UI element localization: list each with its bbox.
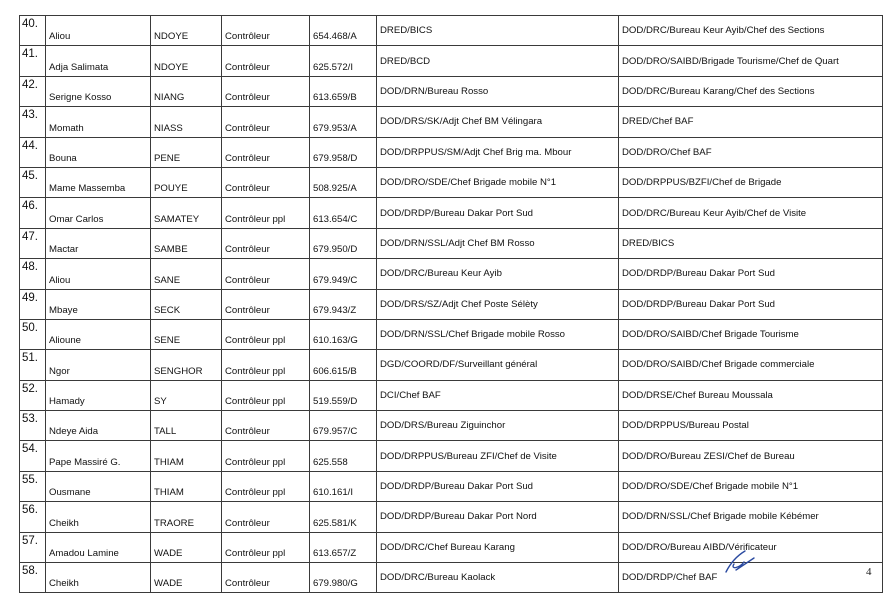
table-row bbox=[20, 350, 883, 380]
table-row bbox=[20, 16, 883, 46]
origin-post-cell: DOD/DRN/SSL/Adjt Chef BM Rosso bbox=[377, 228, 619, 258]
row-number: 53. bbox=[20, 411, 46, 441]
matricule-cell: 625.581/K bbox=[310, 502, 377, 532]
table-row bbox=[20, 259, 883, 289]
last-name-cell: SECK bbox=[151, 289, 222, 319]
origin-post-cell: DOD/DRS/Bureau Ziguinchor bbox=[377, 411, 619, 441]
table-row bbox=[20, 471, 883, 501]
destination-post-cell: DOD/DRC/Bureau Keur Ayib/Chef des Sections bbox=[619, 16, 883, 46]
matricule-cell: 679.950/D bbox=[310, 228, 377, 258]
table-row bbox=[20, 441, 883, 471]
first-name-cell: Bouna bbox=[46, 137, 151, 167]
row-number: 52. bbox=[20, 380, 46, 410]
matricule-cell: 679.949/C bbox=[310, 259, 377, 289]
destination-post-cell: DOD/DRO/SAIBD/Brigade Tourisme/Chef de Quart bbox=[619, 46, 883, 76]
row-number: 42. bbox=[20, 76, 46, 106]
row-number: 58. bbox=[20, 563, 46, 593]
last-name-cell: SAMATEY bbox=[151, 198, 222, 228]
last-name-cell: THIAM bbox=[151, 471, 222, 501]
table-row bbox=[20, 107, 883, 137]
first-name-cell: Pape Massiré G. bbox=[46, 441, 151, 471]
table-row bbox=[20, 137, 883, 167]
grade-cell: Contrôleur bbox=[222, 46, 310, 76]
row-number: 44. bbox=[20, 137, 46, 167]
last-name-cell: PENE bbox=[151, 137, 222, 167]
last-name-cell: SENGHOR bbox=[151, 350, 222, 380]
first-name-cell: Mbaye bbox=[46, 289, 151, 319]
destination-post-cell: DOD/DRO/Chef BAF bbox=[619, 137, 883, 167]
origin-post-cell: DOD/DRPPUS/SM/Adjt Chef Brig ma. Mbour bbox=[377, 137, 619, 167]
last-name-cell: NIANG bbox=[151, 76, 222, 106]
personnel-table bbox=[19, 15, 883, 593]
row-number: 45. bbox=[20, 167, 46, 197]
last-name-cell: WADE bbox=[151, 563, 222, 593]
grade-cell: Contrôleur bbox=[222, 76, 310, 106]
last-name-cell: SAMBE bbox=[151, 228, 222, 258]
table-row bbox=[20, 198, 883, 228]
first-name-cell: Cheikh bbox=[46, 502, 151, 532]
origin-post-cell: DOD/DRPPUS/Bureau ZFI/Chef de Visite bbox=[377, 441, 619, 471]
first-name-cell: Mactar bbox=[46, 228, 151, 258]
matricule-cell: 613.654/C bbox=[310, 198, 377, 228]
row-number: 47. bbox=[20, 228, 46, 258]
first-name-cell: Amadou Lamine bbox=[46, 532, 151, 562]
origin-post-cell: DOD/DRDP/Bureau Dakar Port Sud bbox=[377, 198, 619, 228]
first-name-cell: Aliou bbox=[46, 259, 151, 289]
row-number: 54. bbox=[20, 441, 46, 471]
last-name-cell: THIAM bbox=[151, 441, 222, 471]
table-row bbox=[20, 502, 883, 532]
matricule-cell: 613.659/B bbox=[310, 76, 377, 106]
table-row bbox=[20, 411, 883, 441]
table-row bbox=[20, 76, 883, 106]
origin-post-cell: DOD/DRS/SK/Adjt Chef BM Vélingara bbox=[377, 107, 619, 137]
destination-post-cell: DOD/DRO/SDE/Chef Brigade mobile N°1 bbox=[619, 471, 883, 501]
origin-post-cell: DOD/DRDP/Bureau Dakar Port Nord bbox=[377, 502, 619, 532]
origin-post-cell: DOD/DRDP/Bureau Dakar Port Sud bbox=[377, 471, 619, 501]
row-number: 46. bbox=[20, 198, 46, 228]
matricule-cell: 679.943/Z bbox=[310, 289, 377, 319]
first-name-cell: Ousmane bbox=[46, 471, 151, 501]
grade-cell: Contrôleur bbox=[222, 411, 310, 441]
destination-post-cell: DOD/DRN/SSL/Chef Brigade mobile Kébémer bbox=[619, 502, 883, 532]
origin-post-cell: DGD/COORD/DF/Surveillant général bbox=[377, 350, 619, 380]
origin-post-cell: DRED/BCD bbox=[377, 46, 619, 76]
matricule-cell: 625.558 bbox=[310, 441, 377, 471]
first-name-cell: Omar Carlos bbox=[46, 198, 151, 228]
row-number: 48. bbox=[20, 259, 46, 289]
row-number: 57. bbox=[20, 532, 46, 562]
grade-cell: Contrôleur bbox=[222, 563, 310, 593]
grade-cell: Contrôleur bbox=[222, 289, 310, 319]
table-row bbox=[20, 228, 883, 258]
signature-mark bbox=[720, 548, 756, 574]
origin-post-cell: DOD/DRC/Chef Bureau Karang bbox=[377, 532, 619, 562]
first-name-cell: Aliou bbox=[46, 16, 151, 46]
destination-post-cell: DRED/Chef BAF bbox=[619, 107, 883, 137]
grade-cell: Contrôleur ppl bbox=[222, 380, 310, 410]
matricule-cell: 508.925/A bbox=[310, 167, 377, 197]
grade-cell: Contrôleur ppl bbox=[222, 471, 310, 501]
last-name-cell: NDOYE bbox=[151, 16, 222, 46]
destination-post-cell: DOD/DRO/Bureau AIBD/Vérificateur bbox=[619, 532, 883, 562]
matricule-cell: 625.572/I bbox=[310, 46, 377, 76]
row-number: 41. bbox=[20, 46, 46, 76]
destination-post-cell: DOD/DRO/SAIBD/Chef Brigade Tourisme bbox=[619, 319, 883, 349]
last-name-cell: NDOYE bbox=[151, 46, 222, 76]
origin-post-cell: DOD/DRC/Bureau Kaolack bbox=[377, 563, 619, 593]
origin-post-cell: DRED/BICS bbox=[377, 16, 619, 46]
destination-post-cell: DOD/DRDP/Chef BAF bbox=[619, 563, 883, 593]
matricule-cell: 679.980/G bbox=[310, 563, 377, 593]
matricule-cell: 613.657/Z bbox=[310, 532, 377, 562]
matricule-cell: 679.958/D bbox=[310, 137, 377, 167]
origin-post-cell: DOD/DRN/Bureau Rosso bbox=[377, 76, 619, 106]
table-row bbox=[20, 319, 883, 349]
first-name-cell: Hamady bbox=[46, 380, 151, 410]
matricule-cell: 610.163/G bbox=[310, 319, 377, 349]
matricule-cell: 610.161/I bbox=[310, 471, 377, 501]
row-number: 40. bbox=[20, 16, 46, 46]
matricule-cell: 519.559/D bbox=[310, 380, 377, 410]
grade-cell: Contrôleur ppl bbox=[222, 198, 310, 228]
last-name-cell: TRAORE bbox=[151, 502, 222, 532]
destination-post-cell: DOD/DRSE/Chef Bureau Moussala bbox=[619, 380, 883, 410]
row-number: 49. bbox=[20, 289, 46, 319]
first-name-cell: Momath bbox=[46, 107, 151, 137]
destination-post-cell: DOD/DRDP/Bureau Dakar Port Sud bbox=[619, 289, 883, 319]
row-number: 55. bbox=[20, 471, 46, 501]
matricule-cell: 654.468/A bbox=[310, 16, 377, 46]
grade-cell: Contrôleur bbox=[222, 137, 310, 167]
last-name-cell: SANE bbox=[151, 259, 222, 289]
grade-cell: Contrôleur bbox=[222, 259, 310, 289]
first-name-cell: Ngor bbox=[46, 350, 151, 380]
destination-post-cell: DRED/BICS bbox=[619, 228, 883, 258]
destination-post-cell: DOD/DRPPUS/BZFI/Chef de Brigade bbox=[619, 167, 883, 197]
destination-post-cell: DOD/DRDP/Bureau Dakar Port Sud bbox=[619, 259, 883, 289]
row-number: 50. bbox=[20, 319, 46, 349]
grade-cell: Contrôleur ppl bbox=[222, 441, 310, 471]
first-name-cell: Cheikh bbox=[46, 563, 151, 593]
last-name-cell: SENE bbox=[151, 319, 222, 349]
row-number: 43. bbox=[20, 107, 46, 137]
matricule-cell: 679.953/A bbox=[310, 107, 377, 137]
destination-post-cell: DOD/DRPPUS/Bureau Postal bbox=[619, 411, 883, 441]
last-name-cell: WADE bbox=[151, 532, 222, 562]
row-number: 51. bbox=[20, 350, 46, 380]
origin-post-cell: DOD/DRS/SZ/Adjt Chef Poste Sélèty bbox=[377, 289, 619, 319]
destination-post-cell: DOD/DRO/SAIBD/Chef Brigade commerciale bbox=[619, 350, 883, 380]
last-name-cell: NIASS bbox=[151, 107, 222, 137]
matricule-cell: 606.615/B bbox=[310, 350, 377, 380]
first-name-cell: Ndeye Aida bbox=[46, 411, 151, 441]
matricule-cell: 679.957/C bbox=[310, 411, 377, 441]
table-row bbox=[20, 380, 883, 410]
page-number: 4 bbox=[866, 566, 872, 578]
first-name-cell: Serigne Kosso bbox=[46, 76, 151, 106]
first-name-cell: Adja Salimata bbox=[46, 46, 151, 76]
grade-cell: Contrôleur ppl bbox=[222, 319, 310, 349]
destination-post-cell: DOD/DRC/Bureau Keur Ayib/Chef de Visite bbox=[619, 198, 883, 228]
row-number: 56. bbox=[20, 502, 46, 532]
table-row bbox=[20, 289, 883, 319]
grade-cell: Contrôleur bbox=[222, 228, 310, 258]
table-row bbox=[20, 46, 883, 76]
grade-cell: Contrôleur bbox=[222, 107, 310, 137]
table-row bbox=[20, 167, 883, 197]
origin-post-cell: DOD/DRO/SDE/Chef Brigade mobile N°1 bbox=[377, 167, 619, 197]
first-name-cell: Alioune bbox=[46, 319, 151, 349]
table-body bbox=[20, 16, 883, 593]
last-name-cell: SY bbox=[151, 380, 222, 410]
destination-post-cell: DOD/DRC/Bureau Karang/Chef des Sections bbox=[619, 76, 883, 106]
grade-cell: Contrôleur bbox=[222, 502, 310, 532]
origin-post-cell: DCI/Chef BAF bbox=[377, 380, 619, 410]
last-name-cell: POUYE bbox=[151, 167, 222, 197]
origin-post-cell: DOD/DRN/SSL/Chef Brigade mobile Rosso bbox=[377, 319, 619, 349]
grade-cell: Contrôleur ppl bbox=[222, 350, 310, 380]
origin-post-cell: DOD/DRC/Bureau Keur Ayib bbox=[377, 259, 619, 289]
grade-cell: Contrôleur bbox=[222, 16, 310, 46]
grade-cell: Contrôleur bbox=[222, 167, 310, 197]
first-name-cell: Mame Massemba bbox=[46, 167, 151, 197]
destination-post-cell: DOD/DRO/Bureau ZESI/Chef de Bureau bbox=[619, 441, 883, 471]
grade-cell: Contrôleur ppl bbox=[222, 532, 310, 562]
last-name-cell: TALL bbox=[151, 411, 222, 441]
